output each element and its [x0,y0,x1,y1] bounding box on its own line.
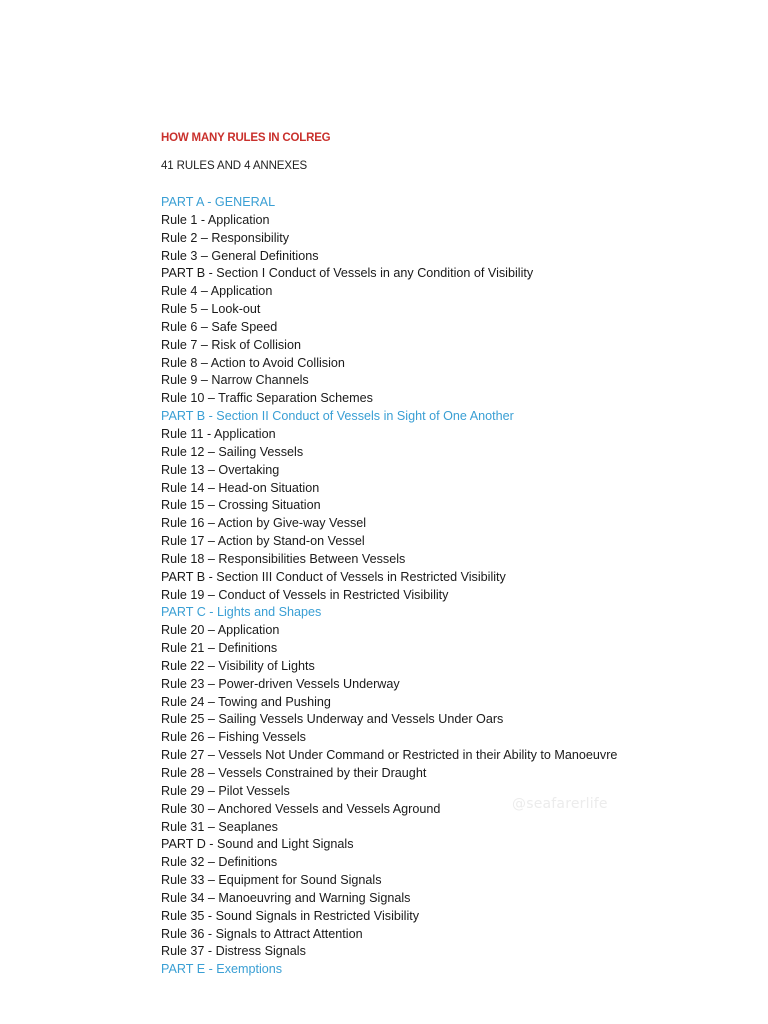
section-heading: PART A - GENERAL [161,195,276,209]
rule-item: Rule 8 – Action to Avoid Collision [161,355,345,370]
section-heading: PART D - Sound and Light Signals [161,837,354,852]
watermark: @seafarerlife [512,796,608,812]
rule-item: Rule 7 – Risk of Collision [161,337,301,352]
rule-item: Rule 13 – Overtaking [161,462,280,477]
page-title: HOW MANY RULES IN COLREG [161,132,331,144]
rule-item: Rule 23 – Power-driven Vessels Underway [161,676,400,691]
rule-item: Rule 21 – Definitions [161,641,278,656]
rule-item: Rule 37 - Distress Signals [161,944,306,959]
rule-item: Rule 26 – Fishing Vessels [161,730,306,745]
rule-item: Rule 19 – Conduct of Vessels in Restricted Visibility [161,587,449,602]
rule-item: Rule 15 – Crossing Situation [161,498,321,513]
rule-item: Rule 32 – Definitions [161,855,278,870]
rule-item: Rule 24 – Towing and Pushing [161,694,331,709]
rule-item: Rule 20 – Application [161,623,280,638]
rule-item: Rule 36 - Signals to Attract Attention [161,926,363,941]
rule-item: Rule 33 – Equipment for Sound Signals [161,873,382,888]
section-heading: PART B - Section II Conduct of Vessels in Sight of One Another [161,409,514,424]
rules-list [161,194,751,979]
rule-item: Rule 4 – Application [161,284,273,299]
section-heading: PART B - Section I Conduct of Vessels in any Condition of Visibility [161,266,534,281]
rule-item: Rule 27 – Vessels Not Under Command or Restricted in their Ability to Manoeuvre [161,748,618,763]
rule-item: Rule 22 – Visibility of Lights [161,658,315,673]
rule-item: Rule 28 – Vessels Constrained by their Draught [161,766,427,780]
section-heading: PART B - Section III Conduct of Vessels in Restricted Visibility [161,569,506,584]
rule-item: Rule 30 – Anchored Vessels and Vessels Aground [161,801,441,816]
rule-item: Rule 35 - Sound Signals in Restricted Visibility [161,908,420,923]
rule-item: Rule 31 – Seaplanes [161,819,278,834]
page-subtitle: 41 RULES AND 4 ANNEXES [161,160,308,172]
rule-item: Rule 14 – Head-on Situation [161,480,320,495]
rule-item: Rule 2 – Responsibility [161,230,290,245]
rule-item: Rule 29 – Pilot Vessels [161,783,290,798]
rule-item: Rule 34 – Manoeuvring and Warning Signals [161,890,411,905]
rule-item: Rule 11 - Application [161,426,276,441]
rule-item: Rule 5 – Look-out [161,302,261,317]
rule-item: Rule 3 – General Definitions [161,248,319,263]
rule-item: Rule 1 - Application [161,212,270,227]
rule-item: Rule 25 – Sailing Vessels Underway and Vessels Under Oars [161,712,504,727]
rule-item: Rule 16 – Action by Give-way Vessel [161,516,367,531]
section-heading: PART C - Lights and Shapes [161,605,322,620]
rule-item: Rule 6 – Safe Speed [161,319,278,334]
rule-item: Rule 18 – Responsibilities Between Vessels [161,551,406,566]
rule-item: Rule 9 – Narrow Channels [161,373,309,388]
rule-item: Rule 10 – Traffic Separation Schemes [161,391,373,406]
rule-item: Rule 17 – Action by Stand-on Vessel [161,534,365,549]
section-heading: PART E - Exemptions [161,962,283,977]
rule-item: Rule 12 – Sailing Vessels [161,444,304,459]
